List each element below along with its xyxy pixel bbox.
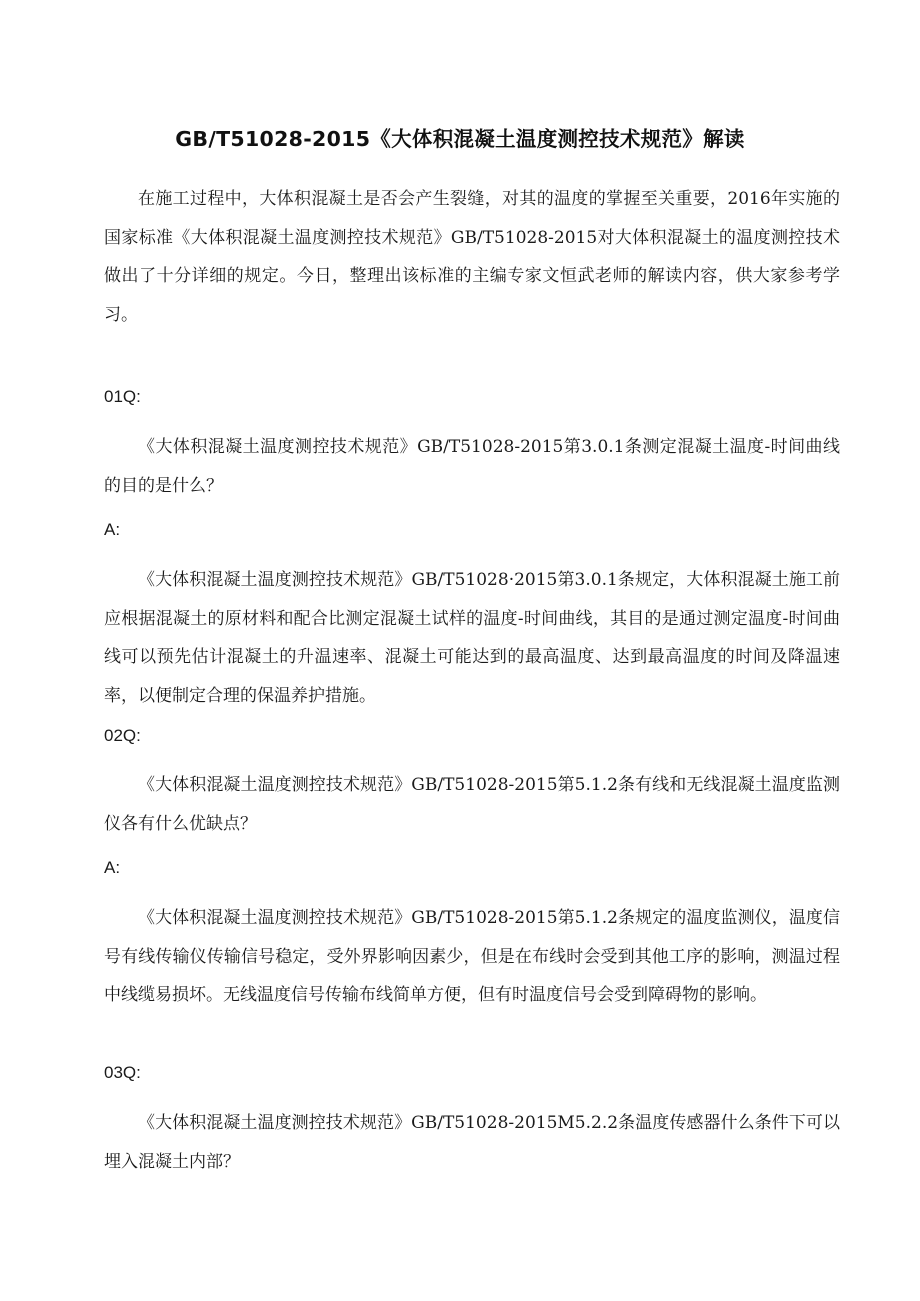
question-label-02: 02Q: xyxy=(104,726,141,745)
intro-paragraph: 在施工过程中，大体积混凝土是否会产生裂缝，对其的温度的掌握至关重要，2016年实施的国家标准《大体积混凝土温度测控技术规范》GB/T51028-2015对大体积混凝土的温度测控技术做出了十分详细的规定。今日，整理出该标准的主编专家文恒武老师的解读内容，供大家参考学习。 xyxy=(104,189,840,325)
answer-text-02: 《大体积混凝土温度测控技术规范》GB/T51028-2015第5.1.2条规定的温度监测仪，温度信号有线传输仪传输信号稳定，受外界影响因素少，但是在布线时会受到其他工序的影响，测温过程中线缆易损坏。无线温度信号传输布线简单方便，但有时温度信号会受到障碍物的影响。 xyxy=(104,908,840,1005)
question-text-02: 《大体积混凝土温度测控技术规范》GB/T51028-2015第5.1.2条有线和无线混凝土温度监测仪各有什么优缺点？ xyxy=(104,775,840,834)
answer-text-01: 《大体积混凝土温度测控技术规范》GB/T51028·2015第3.0.1条规定，大体积混凝土施工前应根据混凝土的原材料和配合比测定混凝土试样的温度-时间曲线，其目的是通过测定温度-时间曲线可以预先估计混凝土的升温速率、混凝土可能达到的最高温度、达到最高温度的时间及降温速率，以便制定合理的保温养护措施。 xyxy=(104,570,840,706)
question-label-01: 01Q: xyxy=(104,387,141,406)
answer-label-01: A: xyxy=(104,520,121,539)
document-title: GB/T51028-2015《大体积混凝土温度测控技术规范》解读 xyxy=(175,127,745,151)
answer-label-02: A: xyxy=(104,858,121,877)
question-text-01: 《大体积混凝土温度测控技术规范》GB/T51028-2015第3.0.1条测定混凝土温度-时间曲线的目的是什么？ xyxy=(104,437,840,496)
question-text-03: 《大体积混凝土温度测控技术规范》GB/T51028-2015M5.2.2条温度传感器什么条件下可以埋入混凝土内部？ xyxy=(104,1113,840,1172)
question-label-03: 03Q: xyxy=(104,1063,141,1082)
